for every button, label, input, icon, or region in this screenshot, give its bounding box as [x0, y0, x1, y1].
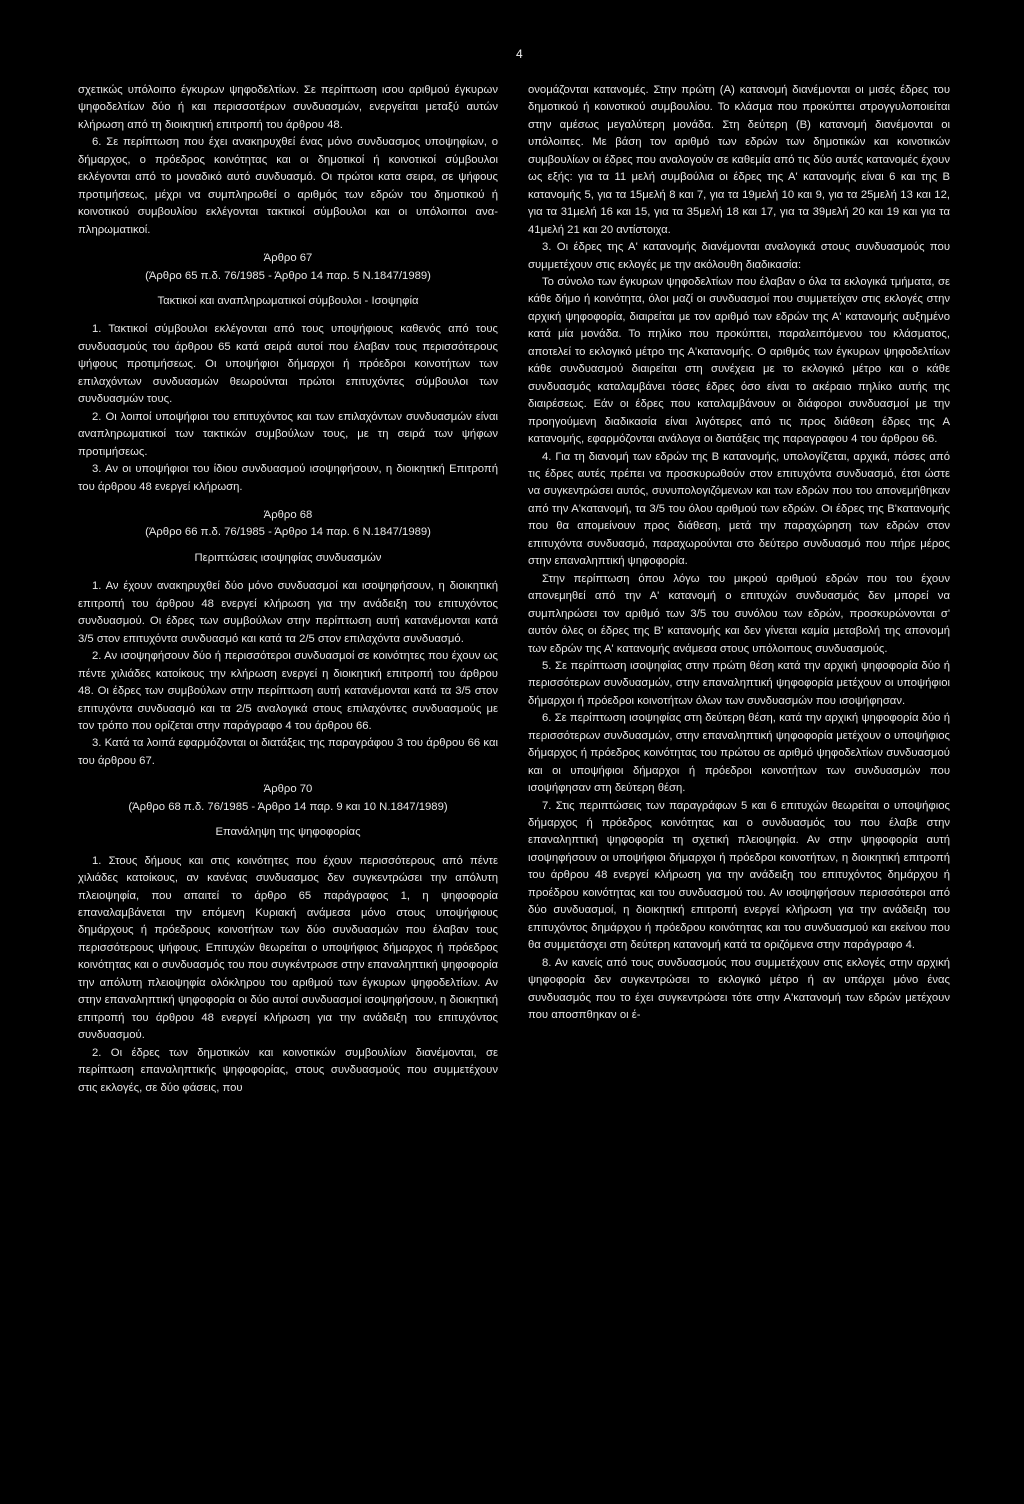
- paragraph: 2. Οι έδρες των δημοτικών και κοινοτικών συμβουλίων διανέμονται, σε περίπτωση επαναληπτικής ψηφοφορίας, στους συνδυασμούς που συμμετέχουν στις εκλογές, σε δύο φάσεις, που: [78, 1046, 498, 1094]
- paragraph: 8. Αν κανείς από τους συνδυασμούς που συμμετέχουν στις εκλογές στην αρχική ψηφοφορία δεν συγκεντρώσει το εκλογικό μέτρο ή αν υπάρχει μόνο ένας συνδυασμός που το έχει συγκεντρώσει τότε στην Α'κατανομή των εδρών μετέχουν που αποσπθηκαν οι έ-: [528, 956, 950, 1022]
- paragraph: 3. Αν οι υποψήφιοι του ίδιου συνδυασμού ισοψηφήσουν, η διοικητική Επιτροπή του άρθρου 48 ενεργεί κλήρωση.: [78, 463, 498, 493]
- article-title: Άρθρο 67: [263, 252, 313, 265]
- left-column: [78, 82, 498, 1097]
- article-reference: (Άρθρο 65 π.δ. 76/1985 - Άρθρο 14 παρ. 5 Ν.1847/1989): [145, 269, 431, 282]
- article-reference: (Άρθρο 66 π.δ. 76/1985 - Άρθρο 14 παρ. 6 Ν.1847/1989): [145, 526, 431, 539]
- paragraph: 2. Οι λοιποί υποψήφιοι του επιτυχόντος και των επιλαχόντων συνδυασμών είναι αναπληρωματικοί των τακτικών συμβούλων τους, με τη σειρά των ψήφων προτιμήσεως.: [78, 410, 498, 458]
- page-number: 4: [516, 47, 523, 61]
- paragraph: 3. Κατά τα λοιπά εφαρμόζονται οι διατάξεις της παραγράφου 3 του άρθρου 66 και του άρθρου 67.: [78, 737, 498, 767]
- paragraph: Στην περίπτωση όπου λόγω του μικρού αριθμού εδρών που του έχουν απονεμηθεί από την Α' κατανομή ο επιτυχών συνδυασμός δεν μπορεί να συμπληρώσει τον αριθμό των 3/5 του συνόλου των εδρών, προσκυρώνονται σ' αυτόν όλες οι έδρες της Β' κατανομής και δεν γίνεται καμία μεταβολή της απονομή των εδρών της Α' κατανομής ανάμεσα στους υπόλοιπους συνδυασμούς.: [528, 572, 950, 655]
- article-title: Άρθρο 70: [263, 783, 313, 796]
- article-reference: (Άρθρο 68 π.δ. 76/1985 - Άρθρο 14 παρ. 9 και 10 Ν.1847/1989): [128, 800, 448, 813]
- paragraph: 2. Αν ισοψηφήσουν δύο ή περισσότεροι συνδυασμοί σε κοινότητες που έχουν ως πέντε χιλιάδες κατοίκους την κλήρωση ενεργεί η διοικητική επιτροπή του άρθρου 48. Οι έδρες των συμβούλων στην περίπτωση αυτή κατανέμονται κατά τα 3/5 στον επιτυχόντα συνδυασμό και τα 2/5 αναλογικά στους επιλαχόντες συνδυασμούς με τον τρόπο που ορίζεται στην παράγραφο 4 του άρθρου 66.: [78, 650, 498, 732]
- paragraph: 7. Στις περιπτώσεις των παραγράφων 5 και 6 επιτυχών θεωρείται ο υποψήφιος δήμαρχος ή πρόεδρος κοινότητας και ο συνδυασμός του που έλαβε στην επαναληπτική ψηφοφορία τη σχετική πλειοψηφία. Αν στην ψηφοφορία αυτή ισοψηφήσουν οι υποψήφιοι δήμαρχοι ή πρόεδροι κοινοτήτων, η διοικητική επιτροπή του άρθρου 48 ενεργεί κλήρωση για την ανάδειξη του επιτυχόντος δημάρχου ή προέδρου κοινότητας και του συνδυασμού του. Αν ισοψηφήσουν περισσότεροι από δύο συνδυασμοί, η διοικητική επιτροπή ενεργεί κλήρωση για την ανάδειξη του επιτυχόντος δημάρχου ή πρόεδρου κοινότητας και του συνδυασμού και εκείνου που θα συμμετάσχει στη δεύτερη κατανομή κατά τα οριζόμενα στην παράγραφο 4.: [528, 799, 950, 952]
- article-heading: Επανάληψη της ψηφοφορίας: [215, 826, 361, 839]
- paragraph: 5. Σε περίπτωση ισοψηφίας στην πρώτη θέση κατά την αρχική ψηφοφορία δύο ή περισσότερων συνδυασμών, στην επαναληπτική ψηφοφορία μετέχουν οι υποψήφιοι δήμαρχοι ή πρόεδροι κοινοτήτων όλων των συνδυασμών που ισοψήφησαν.: [528, 659, 950, 707]
- paragraph: 3. Οι έδρες της Α' κατανομής διανέμονται αναλογικά στους συνδυασμούς που συμμετέχουν στις εκλογές με την ακόλουθη διαδικασία:: [528, 241, 950, 271]
- paragraph: ονομάζονται κατανομές. Στην πρώτη (Α) κατανομή διανέμονται οι μισές έδρες του δημοτικού ή κοινοτικού συμβουλίου. Το κλάσμα που προκύπτει στρογγυλοποιείται στην αμέσως μεγαλύτερη μονάδα. Στη δεύτερη (Β) κατανομή διανέμονται οι υπόλοιπες. Με βάση τον αριθμό των εδρών των δημοτικών και κοινοτικών συμβουλίων οι έδρες που αναλογούν σε καθεμία από τις δύο αυτές κατανομές έχουν ως εξής: για τα 11 μελή συμβούλια οι έδρες της Α' κατανομής είναι 6 και της Β κατανομής 5, για τα 15μελή 8 και 7, για τα 19μελή 10 και 9, για τα 25μελή 13 και 12, για τα 31μελή 16 και 15, για τα 35μελή 18 και 17, για τα 39μελή 20 και 19 και για τα 41μελή 21 και 20 αντίστοιχα.: [528, 84, 950, 236]
- paragraph: σχετικώς υπόλοιπο έγκυρων ψηφοδελτίων. Σε περίπτωση ισου αριθμού έγκυρων ψηφοδελτίων δύο ή και περισσοτέρων συνδυασμών, ενεργείται μεταξύ αυτών κλήρωση από τη διοικητική επιτροπή του άρθρου 48.: [78, 84, 498, 131]
- paragraph: 1. Στους δήμους και στις κοινότητες που έχουν περισσότερους από πέντε χιλιάδες κατοίκους, αν κανένας συνδυασμος δεν συγκεντρώσει την απόλυτη πλειοψηφία, που απαιτεί το άρθρο 65 παράγραφος 1, η ψηφοφορία επαναλαμβάνεται την επόμενη Κυριακή ανάμεσα μόνο στους υποψήφιους δημάρχους ή πρόεδρους κοινοτήτων των δύο συνδυασμών που έλαβαν τους περισσότερους ψήφους. Επιτυχών θεωρείται ο υποψήφιος δήμαρχος ή πρόεδρος κοινότητας και ο συνδυασμός του που συγκέντρωσε στην επαναληπτική ψηφοφορία την απόλυτη πλειοψηφία ολόκληρου του αριθμού των έγκυρων ψηφοδελτίων. Αν στην επαναληπτική ψηφοφορία οι δύο αυτοί συνδυασμοί ισοψηφήσουν, η διοικητική επιτροπή του άρθρου 48 ενεργεί κλήρωση για την ανάδειξη του επιτυχόντος συνδυασμού.: [78, 854, 498, 1042]
- article-heading: Περιπτώσεις ισοψηφίας συνδυασμών: [194, 551, 382, 564]
- right-column: [528, 82, 950, 1024]
- article-heading: Τακτικοί και αναπληρωματικοί σύμβουλοι - Ισοψηφία: [157, 294, 419, 307]
- paragraph: 1. Αν έχουν ανακηρυχθεί δύο μόνο συνδυασμοί και ισοψηφήσουν, η διοικητική επιτροπή του άρθρου 48 ενεργεί κλήρωση για την ανάδειξη του επιτυχόντος συνδυασμού. Οι έδρες των συμβούλων στην περίπτωση αυτή κατανέμονται κατά 3/5 στον επιτυχόντα συνδυασμό και κατά τα 2/5 στον επιλαχόντα συνδυασμό.: [78, 580, 498, 645]
- paragraph: 1. Τακτικοί σύμβουλοι εκλέγονται από τους υποψήφιους καθενός από τους συνδυασμούς του άρθρου 65 κατά σειρά αυτοί που έλαβαν τους περισσότερους ψήφους προτιμήσεως. Οι υποψήφιοι δήμαρχοι ή πρόεδροι κοινοτήτων των επιλαχόντων συνδυασμών θεωρούνται πρώτοι επιτυχόντες σύμβουλοι των συνδυασμών τους.: [78, 323, 498, 406]
- article-title: Άρθρο 68: [263, 508, 313, 521]
- paragraph: 4. Για τη διανομή των εδρών της Β κατανομής, υπολογίζεται, αρχικά, πόσες από τις έδρες αυτές πρέπει να προσκυρωθούν στον επιτυχόντα συνδυασμό, έτσι ώστε να συγκεντρώσει αυτός, συνυπολογιζόμενων και των εδρών που του απονεμήθηκαν από την Α'κατανομή, τα 3/5 του όλου αριθμού των εδρών. Οι έδρες της Β'κατανομής που θα απομείνουν προς διάθεση, μετά την παραχώρηση των εδρών στον επιτυχόντα συνδυασμό, παραχωρούνται στο δεύτερο συνδυασμό που πήρε μέρος στην επαναληπτική ψηφοφορία.: [528, 450, 950, 568]
- paragraph: Το σύνολο των έγκυρων ψηφοδελτίων που έλαβαν ο όλα τα εκλογικά τμήματα, σε κάθε δήμο ή κοινότητα, όλοι μαζί οι συνδυασμοί που συμμετείχαν στις εκλογές στην αρχική ψηφοφορία, διαιρείται με τον αριθμό των εδρών της Α' κατανομής αυξημένο κατά μία μονάδα. Το πηλίκο που προκύπτει, παραλειπόμενου του κλάσματος, αποτελεί το εκλογικό μέτρο της Α'κατανομής. Ο αριθμός των έγκυρων ψηφοδελτίων κάθε συνδυασμού διαιρείται στη συνέχεια με το εκλογικό μέτρο και ο κάθε συνδυασμός καταλαμβάνει τόσες έδρες όσο είναι το ακέραιο πηλίκο αυτής της διαιρέσεως. Εάν οι έδρες που καταλαμβάνουν οι διάφοροι συνδυασμοί με την προηγούμενη διαδικασία είναι λιγότερες από τις προς διάθεση έδρες της Α κατανομής, εφαρμόζονται ανάλογα οι διατάξεις της παραγραφου 4 του άρθρου 66.: [528, 275, 950, 446]
- paragraph: 6. Σε περίπτωση που έχει ανακηρυχθεί ένας μόνο συνδυασμος υποψηφίων, ο δήμαρχος, ο πρόεδρος κοινότητας και οι δημοτικοί ή κοινοτικοί σύμβουλοι εκλέγονται από το μοναδικό αυτό συνδυασμό. Οι πρώτοι κατα σειρα, σε ψήφους προτιμήσεως, μέχρι να συμπληρωθεί ο αριθμός των εδρών του δημοτικού ή κοινοτικού συμβουλίου εκλέγονται τακτικοί σύμβουλοι και οι υπόλοιποι αναπληρωματικοί.: [78, 136, 498, 236]
- paragraph: 6. Σε περίπτωση ισοψηφίας στη δεύτερη θέση, κατά την αρχική ψηφοφορία δύο ή περισσότερων συνδυασμών, στην επαναληπτική ψηφοφορία μετέχουν ο υποψήφιος δήμαρχος ή πρόεδρος κοινότητας του πρώτου σε αριθμό ψηφοδελτίων συνδυασμού και οι υποψήφιοι δήμαρχοι ή πρόεδροι κοινοτήτων των συνδυασμών που ισοψήφησαν στη δεύτερη θέση.: [528, 712, 950, 795]
